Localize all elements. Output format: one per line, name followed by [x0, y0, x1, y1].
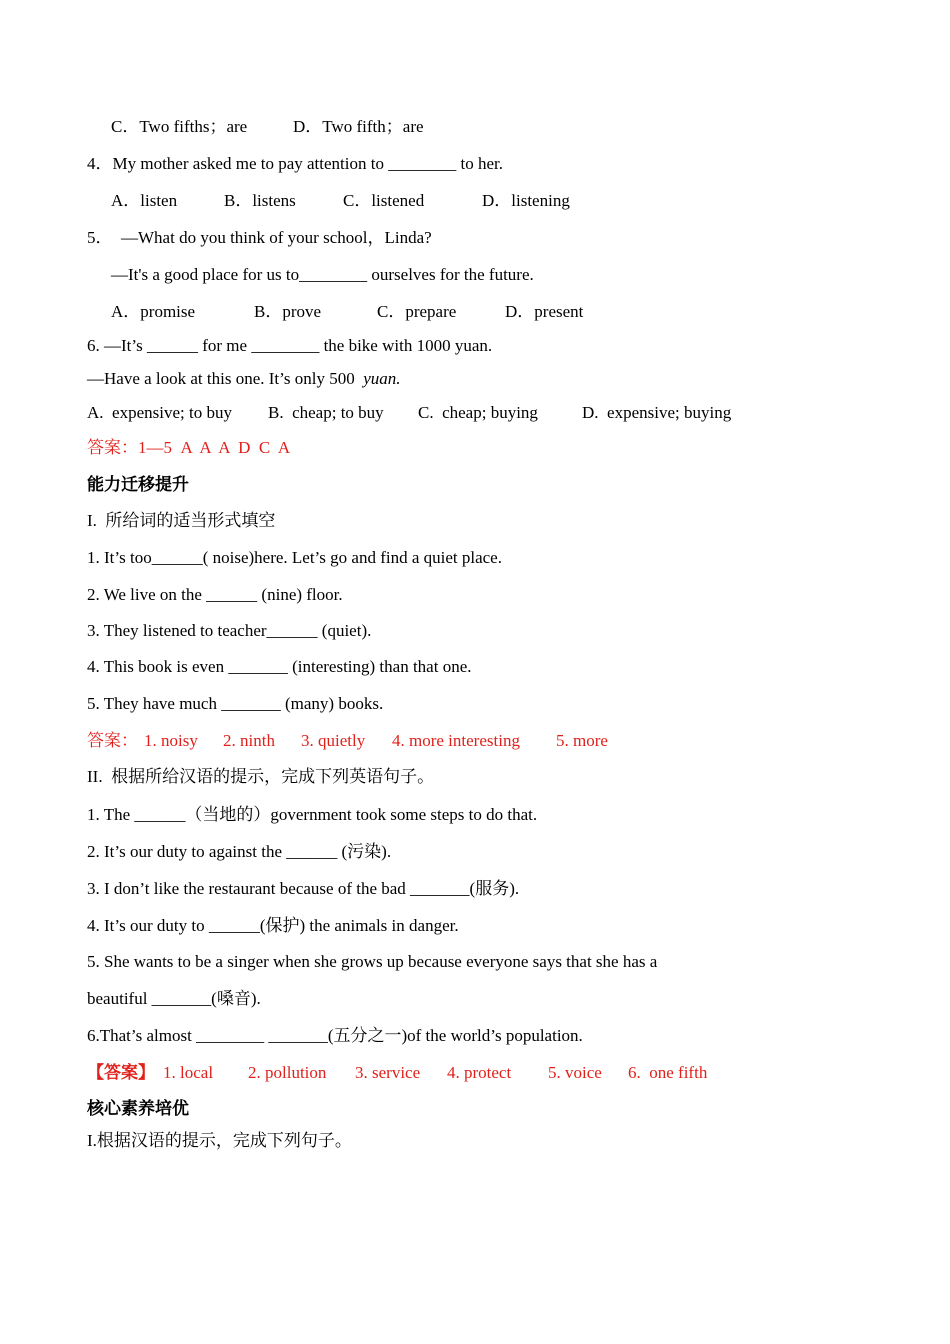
part1-item-4: 4. This book is even _______ (interesting) than that one. — [87, 657, 472, 676]
q3-option-c: C．Two fifths；are — [111, 117, 248, 136]
q6-reply-text: —Have a look at this one. It’s only 500 — [87, 369, 364, 388]
part2-answer-4: 4. protect — [447, 1063, 512, 1082]
part2-item-6: 6.That’s almost ________ _______(五分之一)of the world’s population. — [87, 1026, 583, 1045]
part1-answer-3: 3. quietly — [301, 731, 366, 750]
q5-option-c: C．prepare — [377, 302, 457, 321]
part2-answer-2: 2. pollution — [248, 1063, 327, 1082]
q3-option-d: D．Two fifth；are — [293, 117, 424, 136]
part1-item-3: 3. They listened to teacher______ (quiet). — [87, 621, 372, 640]
part2-answer-label: 【答案】 — [87, 1063, 155, 1082]
q4-option-d: D．listening — [482, 191, 570, 210]
part2-answer-5: 5. voice — [548, 1063, 602, 1082]
part1-answer-5: 5. more — [556, 731, 608, 750]
q4-option-c: C．listened — [343, 191, 425, 210]
section-title-core: 核心素养培优 — [87, 1099, 189, 1118]
part2-title: II. 根据所给汉语的提示，完成下列英语句子。 — [87, 767, 435, 786]
q5-reply: —It's a good place for us to________ ourselves for the future. — [111, 265, 534, 284]
q4-option-a: A．listen — [111, 191, 178, 210]
section-title-ability: 能力迁移提升 — [87, 475, 189, 494]
part1-answer-label: 答案： — [87, 731, 138, 750]
part1-answer-4: 4. more interesting — [392, 731, 520, 750]
q4-stem: 4．My mother asked me to pay attention to ________ to her. — [87, 154, 503, 173]
section3-part1-title: I.根据汉语的提示，完成下列句子。 — [87, 1131, 352, 1150]
part2-item-4: 4. It’s our duty to ______(保护) the animals in danger. — [87, 916, 459, 935]
q5-option-a: A．promise — [111, 302, 196, 321]
part1-item-2: 2. We live on the ______ (nine) floor. — [87, 585, 343, 604]
part1-answer-1: 1. noisy — [144, 731, 198, 750]
part2-item-5: 5. She wants to be a singer when she grows up because everyone says that she has a — [87, 952, 658, 971]
q5-stem: 5． —What do you think of your school，Linda? — [87, 228, 432, 247]
q6-stem: 6. —It’s ______ for me ________ the bike with 1000 yuan. — [87, 336, 493, 355]
part2-answer-1: 1. local — [163, 1063, 214, 1082]
part2-answer-6: 6. one fifth — [628, 1063, 708, 1082]
q5-option-d: D．present — [505, 302, 584, 321]
q6-option-b: B. cheap; to buy — [268, 403, 384, 422]
q6-option-a: A. expensive; to buy — [87, 403, 232, 422]
q6-option-d: D. expensive; buying — [582, 403, 732, 422]
q6-reply — [87, 367, 401, 391]
answer-1-5: 答案：1—5 A A A D C A — [87, 438, 291, 457]
part1-item-5: 5. They have much _______ (many) books. — [87, 694, 384, 713]
part2-item-2: 2. It’s our duty to against the ______ (污染). — [87, 842, 392, 861]
q5-option-b: B．prove — [254, 302, 322, 321]
q4-option-b: B．listens — [224, 191, 296, 210]
part2-answer-3: 3. service — [355, 1063, 421, 1082]
part2-item-1: 1. The ______（当地的）government took some steps to do that. — [87, 805, 538, 824]
part2-item-3: 3. I don’t like the restaurant because of the bad _______(服务). — [87, 879, 520, 898]
part1-answer-2: 2. ninth — [223, 731, 275, 750]
q6-reply-unit: yuan. — [363, 369, 401, 388]
part2-item-5-cont: beautiful _______(嗓音). — [87, 989, 261, 1008]
part1-title: I. 所给词的适当形式填空 — [87, 511, 276, 530]
part1-item-1: 1. It’s too______( noise)here. Let’s go and find a quiet place. — [87, 548, 502, 567]
q6-option-c: C. cheap; buying — [418, 403, 538, 422]
